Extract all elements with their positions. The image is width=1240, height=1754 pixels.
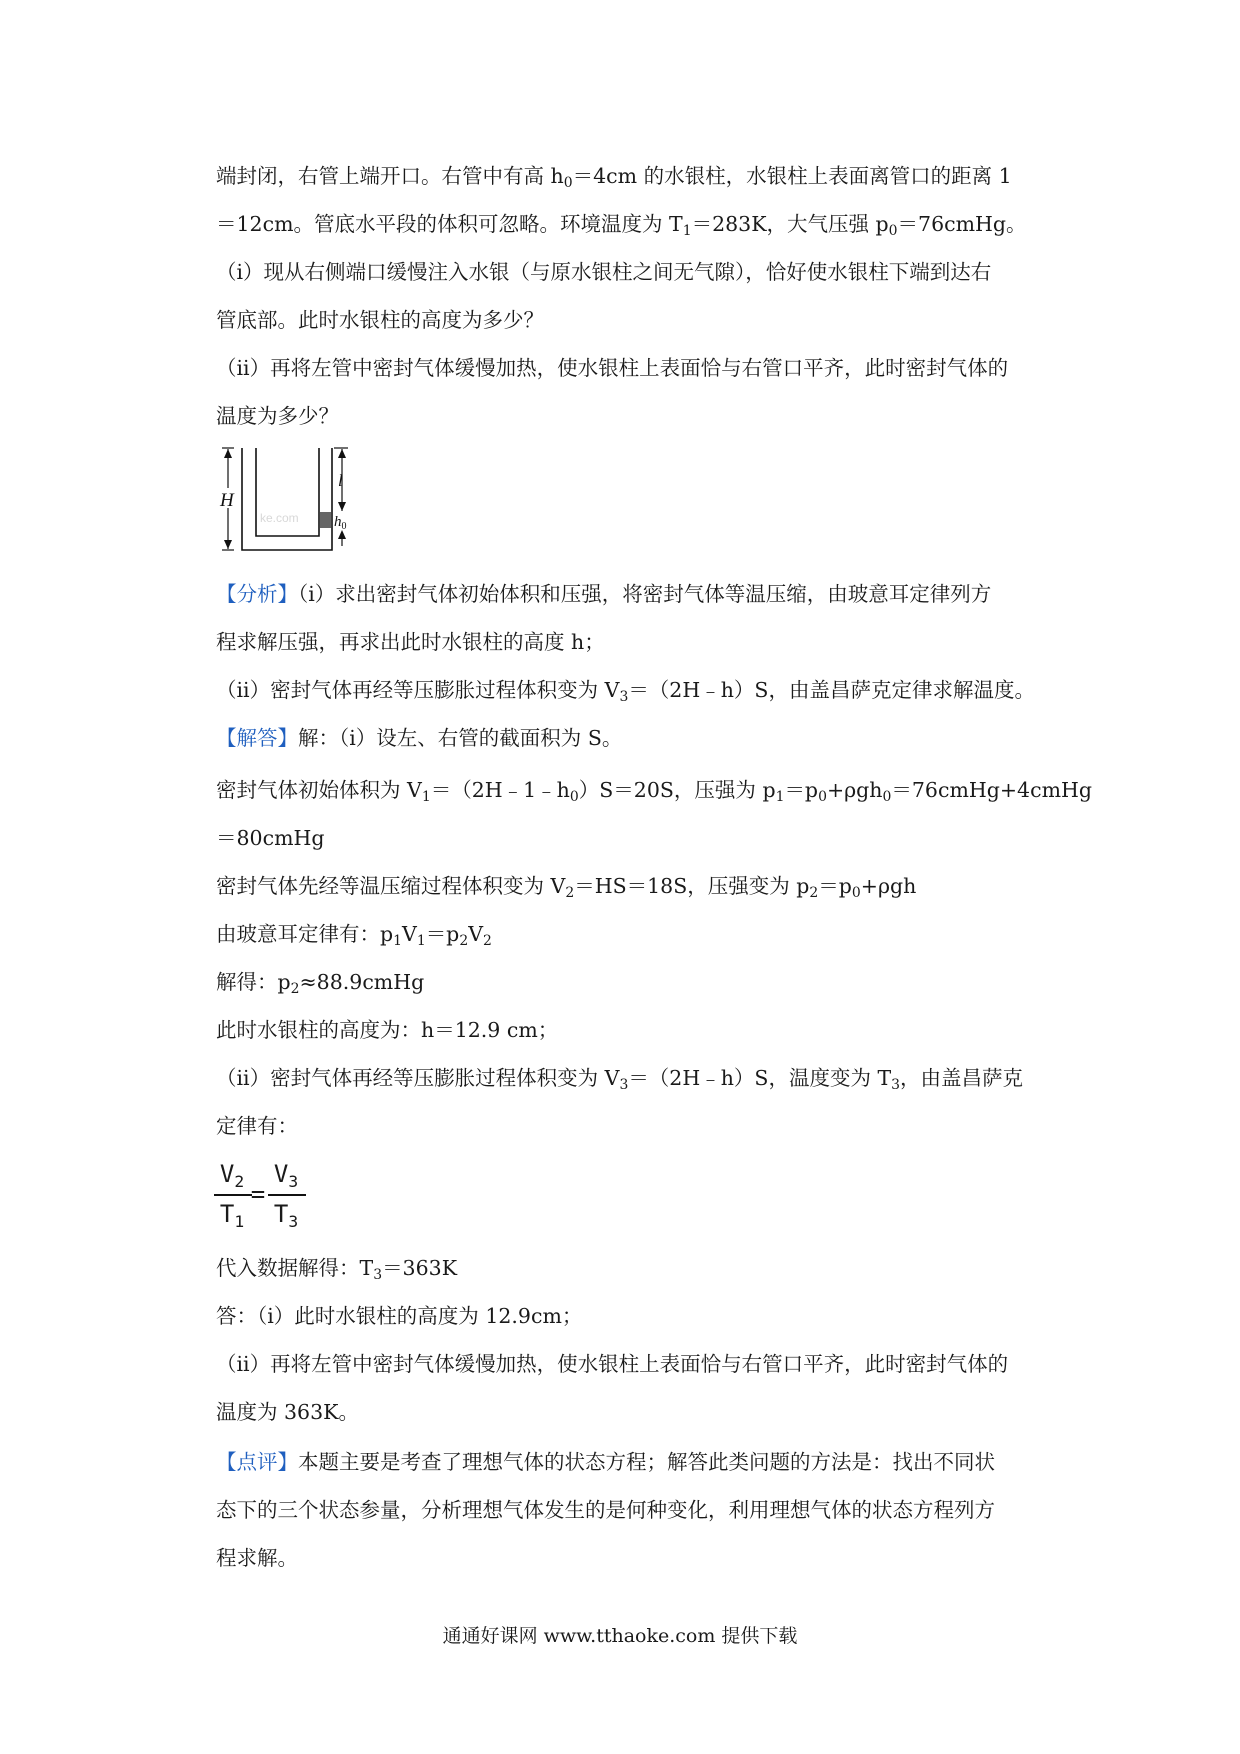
solution-line-10: 代入数据解得：$T_3=363K$ [216,1256,458,1284]
fraction-denominator-1: $T_1$ [219,1200,245,1231]
question-1-line-2: 管底部。此时水银柱的高度为多少？ [216,308,544,332]
label-h0: $h_0$ [334,514,347,532]
fraction-bar-2 [268,1194,306,1196]
page-footer: 通通好课网 www.tthaoke.com 提供下载 [442,1625,798,1647]
comment-line-2: 态下的三个状态参量，分析理想气体发生的是何种变化，利用理想气体的状态方程列方 [216,1498,995,1522]
analysis-line-1: 【分析】（i）求出密封气体初始体积和压强，将密封气体等温压缩，由玻意耳定律列方 [216,582,992,606]
label-H: H [220,490,234,511]
answer-line-1: 答：（i）此时水银柱的高度为 12.9cm； [216,1304,583,1328]
comment-line-3: 程求解。 [216,1546,298,1570]
mercury-column [320,512,331,528]
solution-line-5: 由玻意耳定律有：$p_1V_1=p_2V_2$ [216,922,492,950]
solution-tag: 【解答】 [216,726,298,750]
solution-line-1: 【解答】解：（i）设左、右管的截面积为 S。 [216,726,623,750]
u-tube-figure [214,446,364,566]
fraction-numerator-1: $V_2$ [219,1160,245,1191]
fraction-numerator-2: $V_3$ [273,1160,299,1191]
problem-line-2: ＝12cm。管底水平段的体积可忽略。环境温度为 $T_1=283K$，大气压强 $p_0=76cmHg$。 [216,212,1027,240]
fraction-bar-1 [214,1194,252,1196]
problem-line-1: 端封闭，右管上端开口。右管中有高 $h_0=4cm$ 的水银柱，水银柱上表面离管口的距离 1 [216,164,1012,192]
label-l: l [338,471,343,490]
solution-line-3: ＝80cmHg [216,826,325,850]
u-tube-outline [242,448,332,550]
solution-line-6: 解得：$p_2\approx 88.9cmHg$ [216,970,425,998]
question-1-line-1: （i）现从右侧端口缓慢注入水银（与原水银柱之间无气隙），恰好使水银柱下端到达右 [216,260,992,284]
solution-line-8: （ii）密封气体再经等压膨胀过程体积变为 $V_3=(2H﹣h)S$，温度变为 $T_3$，由盖昌萨克 [216,1066,1024,1094]
analysis-line-2: 程求解压强，再求出此时水银柱的高度 h； [216,630,605,654]
comment-tag: 【点评】 [216,1450,298,1474]
analysis-tag: 【分析】 [216,582,298,606]
question-2-line-2: 温度为多少？ [216,404,339,428]
fraction-equals: = [250,1180,266,1208]
answer-line-3: 温度为 363K。 [216,1400,359,1424]
analysis-line-3: （ii）密封气体再经等压膨胀过程体积变为 $V_3=(2H﹣h)S$，由盖昌萨克定律求解温度。 [216,678,1035,706]
solution-line-7: 此时水银柱的高度为：h＝12.9 cm； [216,1018,559,1042]
answer-line-2: （ii）再将左管中密封气体缓慢加热，使水银柱上表面恰与右管口平齐，此时密封气体的 [216,1352,1009,1376]
figure-watermark: ke.com [260,511,299,525]
solution-line-4: 密封气体先经等温压缩过程体积变为 $V_2=HS=18S$，压强变为 $p_2=p_0+\rho gh$ [216,874,917,902]
fraction-denominator-2: $T_3$ [273,1200,299,1231]
comment-line-1: 【点评】本题主要是考查了理想气体的状态方程；解答此类问题的方法是：找出不同状 [216,1450,995,1474]
solution-line-2: 密封气体初始体积为 $V_1=(2H﹣1﹣h_0)S=20S$，压强为 $p_1=p_0+\rho gh_0=76cmHg+4cmHg$ [216,778,1093,806]
solution-line-9: 定律有： [216,1114,298,1138]
question-2-line-1: （ii）再将左管中密封气体缓慢加热，使水银柱上表面恰与右管口平齐，此时密封气体的 [216,356,1009,380]
